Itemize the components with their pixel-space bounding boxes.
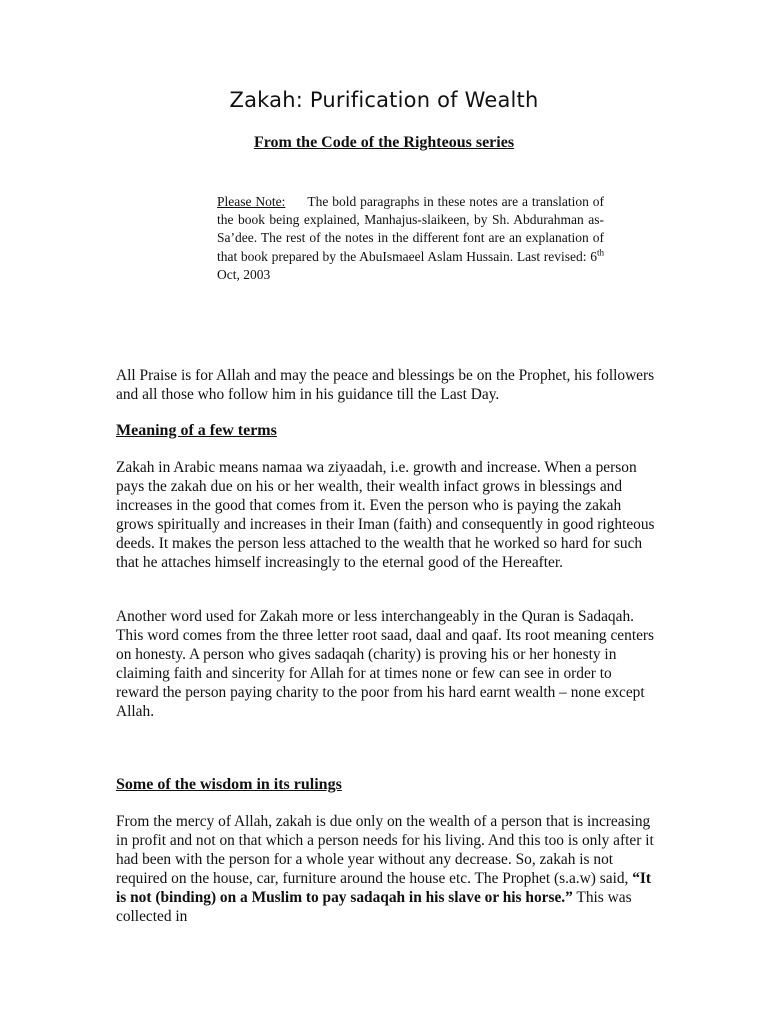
zakah-meaning-paragraph: Zakah in Arabic means namaa wa ziyaadah, i.e. growth and increase. When a person pays the zakah due on his or her wealth, their wealth infact grows in blessings and increases in the good that comes from it. Even the person who is paying the zakah grows spiritually and increases in their Iman (faith) and consequently in good righteous deeds. It makes the person less attached to the wealth that he worked so hard for such that he attaches himself increasingly to the eternal good of the Hereafter. xyxy=(116,459,655,571)
please-note-label: Please Note: xyxy=(217,194,286,209)
revised-date-tail: Oct, 2003 xyxy=(217,266,271,282)
sadaqah-meaning-paragraph: Another word used for Zakah more or less interchangeably in the Quran is Sadaqah. This word comes from the three letter root saad, daal and qaaf. Its root meaning centers on honesty. A person who gives sadaqah (charity) is proving his or her honesty in claiming faith and sincerity for Allah for at times none or few can see in order to reward the person paying charity to the poor from his hard earnt wealth – none except Allah. xyxy=(116,608,655,720)
please-note-text: The bold paragraphs in these notes are a translation of the book being explained, Manhajus-slaikeen, by Sh. Abdurahman as-Sa’dee. The rest of the notes in the different font are an explanation of that book prepared by the AbuIsmaeel Aslam Hussain. Last revised: 6 xyxy=(217,194,604,264)
date-superscript: th xyxy=(596,247,604,258)
document-title: Zakah: Purification of Wealth xyxy=(229,88,539,112)
hadith-quote: “It is not (binding) on a Muslim to pay sadaqah in his slave or his horse.” xyxy=(116,870,652,906)
intro-paragraph: All Praise is for Allah and may the peace and blessings be on the Prophet, his followers and all those who follow him in his guidance till the Last Day. xyxy=(116,367,655,403)
document-subtitle: From the Code of the Righteous series xyxy=(253,134,515,151)
wisdom-paragraph-start: From the mercy of Allah, zakah is due only on the wealth of a person that is increasing in profit and not on that which a person needs for his living. And this too is only after it had been with the person for a whole year without any decrease. So, zakah is not required on the house, car, furniture around the house etc. The Prophet (s.a.w) said, xyxy=(116,813,654,887)
wisdom-paragraph-end: This was collected in xyxy=(116,889,632,925)
please-note-box xyxy=(217,193,604,284)
section-heading-wisdom-in-rulings: Some of the wisdom in its rulings xyxy=(116,776,342,793)
section-heading-meaning-of-terms: Meaning of a few terms xyxy=(116,422,277,439)
wisdom-paragraph xyxy=(116,812,656,926)
